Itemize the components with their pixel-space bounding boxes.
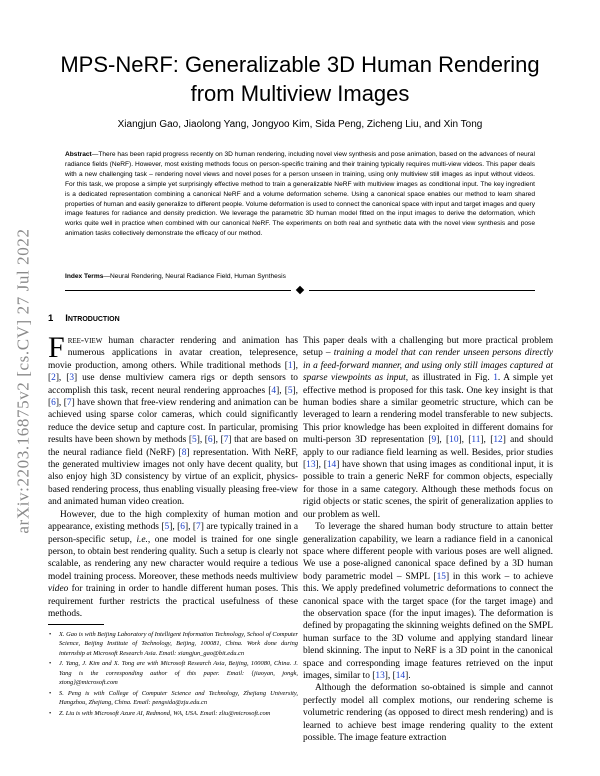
footnote-item: • S. Peng is with College of Computer Science and Technology, Zhejiang University, Hangzhou, Zhejiang, China. Email: pengsida@zju.edu.cn (48, 689, 298, 708)
section-title: Introduction (65, 313, 120, 324)
citation-link[interactable]: 5 (192, 435, 197, 446)
citation-link[interactable]: 13 (375, 670, 385, 681)
citation-link[interactable]: 6 (207, 435, 213, 446)
right-column (303, 335, 553, 744)
intro-paragraph-5: Although the deformation so-obtained is simple and cannot perfectly model all complex motions, our rendering scheme is volumetric rendering (as opposed to direct mesh rendering) and is learned to achieve best image rendering quality to the extent possible. The image feature extraction (303, 683, 553, 743)
section-number: 1 (48, 313, 54, 324)
divider-rule-left (65, 290, 291, 291)
affiliation-footnotes (48, 630, 298, 720)
citation-link[interactable]: 8 (181, 447, 187, 458)
divider-rule-right (309, 290, 535, 291)
citation-link[interactable]: 6 (51, 398, 56, 409)
drop-cap: F (48, 331, 65, 364)
citation-link[interactable]: 14 (326, 460, 337, 471)
paper-title: MPS-NeRF: Generalizable 3D Human Rendering from Multiview Images (60, 52, 540, 106)
index-terms-text: —Neural Rendering, Neural Radiance Field, Human Synthesis (103, 273, 286, 280)
abstract (65, 150, 535, 239)
arxiv-identifier: arXiv:2203.16875v2 [cs.CV] 27 Jul 2022 (14, 228, 34, 534)
intro-paragraph-3: This paper deals with a challenging but more practical problem setup – training a model that can render unseen persons directly in a feed-forward manner, and using only still images captured at sparse viewpoints as input, as illustrated in Fig. 1. A simple yet effective method is proposed for this task. One key insight is that human bodies share a similar geometric structure, which can be leveraged to learn a rendering model transferable to new subjects. This prior knowledge has been exploited in different domains for multi-person 3D representation [9], [10], [11], [12] and should apply to our radiance field learning as well. Besides, prior studies [13], [14] have shown that using images as conditional input, it is possible to train a generic NeRF for common objects, especially for those in a same category. Although these methods focus on rigid objects or static scenes, the spirit of generalization applies to our problem as well. (303, 336, 554, 520)
footnote-item: • Z. Liu is with Microsoft Azure AI, Redmond, WA, USA. Email: zliu@microsoft.com (48, 709, 298, 718)
intro-paragraph-4: To leverage the shared human body structure to attain better generalization capability, we learn a radiance field in a canonical space where different people with various poses are well aligned. We use a pose-aligned canonical space defined by a 3D human body parametric model – SMPL [15] in this work – to achieve this. We apply predefined volumetric deformations to connect the canonical space with the target space (for the target image) and the observation space (for the input images). The deformation is defined by propagating the skinning weights defined on the SMPL human surface to the 3D volume and applying standard linear blend skinning. The input to NeRF is a 3D point in the canonical space and corresponding image features retrieved on the input images, similar to [13], [14]. (303, 522, 553, 681)
section-heading (48, 313, 298, 324)
citation-link[interactable]: 7 (223, 435, 229, 446)
arxiv-watermark (6, 198, 42, 564)
abstract-text: —There has been rapid progress recently on 3D human rendering, including novel view synthesis and pose animation, based on the advances of neural radiance fields (NeRF). However, most existing methods focus on person-specific training and their training typically requires multi-view videos. This paper deals with a new challenging task – rendering novel views and novel poses for a person unseen in training, using only multiview still images as input without videos. For this task, we propose a simple yet surprisingly effective method to train a generalizable NeRF with multiview images as conditional input. The key ingredient is a dedicated representation combining a canonical NeRF and a volume deformation scheme. Using a canonical space enables our method to learn shared properties of human and easily generalize to different people. Volume deformation is used to connect the canonical space with input and target images and query image features for radiance and density prediction. We leverage the parametric 3D human model fitted on the input images to derive the deformation, which works quite well in practice when combined with our canonical NeRF. The experiments on both real and synthetic data with the novel view synthesis and pose animation tasks collectively demonstrate the efficacy of our method. (65, 151, 535, 238)
citation-link[interactable]: 1 (287, 360, 293, 371)
citation-link[interactable]: 5 (164, 522, 170, 533)
divider-diamond-icon (296, 286, 304, 294)
citation-link[interactable]: 11 (471, 435, 481, 446)
citation-link[interactable]: 14 (395, 670, 406, 681)
intro-paragraph-2: However, due to the high complexity of human motion and appearance, existing methods [5], [6], [7] are typically trained in a person-specific setup, i.e., one model is trained for one single person, to obtain best rendering quality. Such a setup is clearly not scalable, as rendering any new character would require a tedious model training process. Moreover, these methods needs multiview video for training in order to handle different human poses. This requirement further restricts the practical usefulness of these methods. (48, 509, 298, 619)
left-column (48, 331, 298, 620)
footnote-item: • X. Gao is with Beijing Laboratory of Intelligent Information Technology, School of Computer Science, Beijing Institute of Technology, Beijing, 100081, China. Work done during internship at Microsoft Research Asia. Email: xiangjun_gao@bit.edu.cn (48, 630, 298, 658)
author-list: Xiangjun Gao, Jiaolong Yang, Jongyoo Kim, Sida Peng, Zicheng Liu, and Xin Tong (117, 119, 483, 130)
citation-link[interactable]: 13 (306, 460, 316, 471)
citation-link[interactable]: 6 (180, 522, 185, 533)
footnote-item: • J. Yang, J. Kim and X. Tong are with Microsoft Research Asia, Beijing, 100080, China. J. Yang is the corresponding author of this paper. Email: {jiaoyan, jongk, xtong}@microsoft.com (48, 659, 298, 687)
citation-link[interactable]: 5 (287, 385, 293, 396)
abstract-label: Abstract (65, 151, 92, 158)
citation-link[interactable]: 3 (69, 373, 75, 384)
citation-link[interactable]: 2 (51, 373, 56, 384)
intro-paragraph-1: Free-view human character rendering and animation has numerous applications in avatar creation, telepresence, movie production, among others. While traditional methods [1], [2], [3] use dense multiview camera rigs or depth sensors to accomplish this task, recent neural rendering approaches [4], [5], [6], [7] have shown that free-view rendering and animation can be achieved using sparse color cameras, which could significantly reduce the device setup and capture cost. In particular, promising results have been shown by methods [5], [6], [7] that are based on the neural radiance field (NeRF) [8] representation. With NeRF, the generated multiview images not only have decent quality, but also enjoy high 3D consistency by virtue of an explicit, physics-based rendering process, thus enabling visually pleasing free-view and animated human video creation. (48, 331, 298, 508)
citation-link[interactable]: 12 (493, 435, 503, 446)
footnote-rule (48, 624, 104, 625)
citation-link[interactable]: 10 (449, 435, 459, 446)
figure-link[interactable]: 1 (493, 373, 498, 384)
citation-link[interactable]: 7 (196, 522, 201, 533)
index-terms (65, 272, 535, 282)
citation-link[interactable]: 9 (431, 435, 437, 446)
index-terms-label: Index Terms (65, 273, 104, 280)
citation-link[interactable]: 7 (66, 398, 72, 409)
section-divider (65, 286, 535, 296)
citation-link[interactable]: 15 (436, 571, 446, 582)
citation-link[interactable]: 4 (271, 385, 277, 396)
